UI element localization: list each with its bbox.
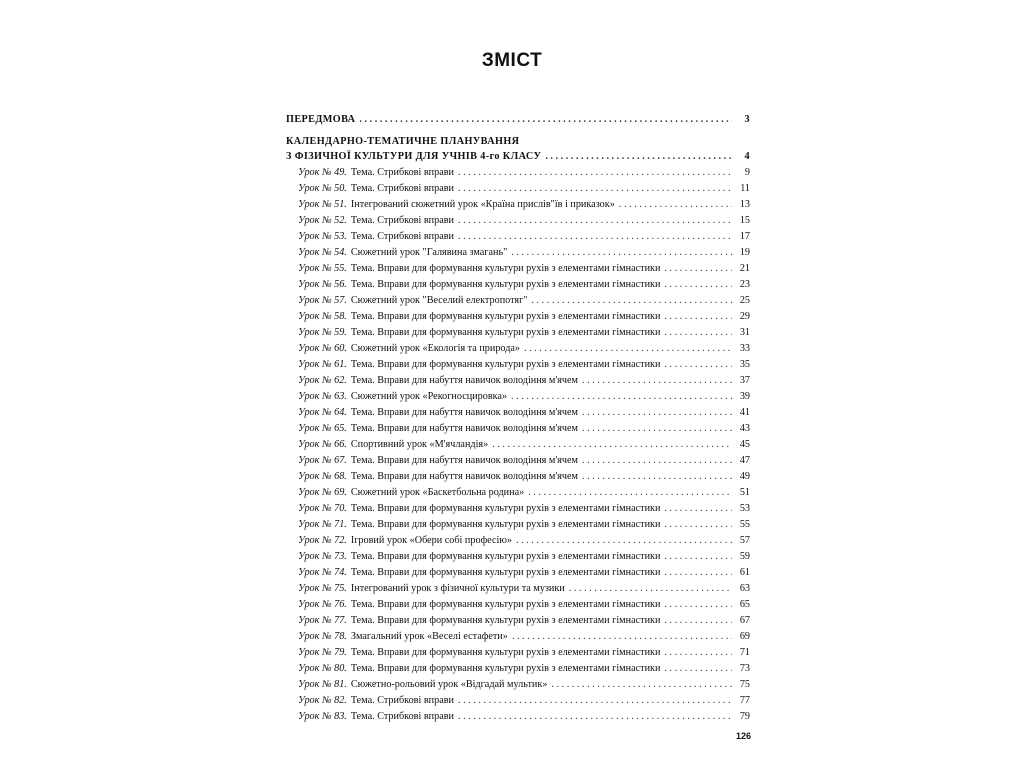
toc-page-ref: 77: [739, 695, 750, 706]
toc-page-ref: 75: [739, 679, 750, 690]
lesson-number: Урок № 79.: [298, 647, 347, 658]
lesson-number: Урок № 73.: [298, 551, 347, 562]
toc-lesson-entry: [286, 309, 750, 325]
dot-leader: [516, 533, 732, 549]
lesson-title: Сюжетний урок "Галявина змагань": [350, 247, 508, 258]
lesson-title: Інтегрований сюжетний урок «Країна прислів"їв і приказок»: [350, 199, 615, 210]
toc-page-ref: 59: [739, 551, 750, 562]
lesson-title: Тема. Стрибкові вправи: [350, 215, 455, 226]
lesson-title: Тема. Стрибкові вправи: [350, 711, 455, 722]
toc-page-ref: 63: [739, 583, 750, 594]
toc-lesson-entry: [286, 213, 750, 229]
toc-page-ref: 41: [739, 407, 750, 418]
toc-page-ref: 45: [739, 439, 750, 450]
dot-leader: [664, 549, 732, 565]
lesson-number: Урок № 56.: [298, 279, 347, 290]
dot-leader: [492, 437, 732, 453]
dot-leader: [458, 229, 732, 245]
toc-page-ref: 55: [739, 519, 750, 530]
dot-leader: [582, 469, 732, 485]
dot-leader: [359, 112, 732, 128]
lesson-title: Тема. Вправи для формування культури рухів з елементами гімнастики: [350, 519, 661, 530]
lesson-title: Тема. Вправи для формування культури рухів з елементами гімнастики: [350, 279, 661, 290]
lesson-title: Сюжетний урок "Веселий електропотяг": [350, 295, 528, 306]
toc-page-ref: 51: [739, 487, 750, 498]
toc-page-ref: 79: [739, 711, 750, 722]
toc-page-ref: 13: [739, 199, 750, 210]
lesson-title: Тема. Вправи для формування культури рухів з елементами гімнастики: [350, 311, 661, 322]
toc-page-ref: 37: [739, 375, 750, 386]
lesson-number: Урок № 82.: [298, 695, 347, 706]
dot-leader: [524, 341, 732, 357]
lesson-number: Урок № 51.: [298, 199, 347, 210]
dot-leader: [664, 613, 732, 629]
lesson-number: Урок № 60.: [298, 343, 347, 354]
dot-leader: [664, 309, 732, 325]
toc-page-ref: 29: [739, 311, 750, 322]
toc-entry-intro: [286, 112, 750, 128]
lesson-title: Тема. Вправи для формування культури рухів з елементами гімнастики: [350, 647, 661, 658]
toc-page-ref: 73: [739, 663, 750, 674]
lesson-number: Урок № 83.: [298, 711, 347, 722]
dot-leader: [582, 421, 732, 437]
toc-lesson-entry: [286, 677, 750, 693]
lesson-title: Тема. Стрибкові вправи: [350, 183, 455, 194]
toc-lesson-entry: [286, 181, 750, 197]
dot-leader: [582, 373, 732, 389]
toc-page-ref: 65: [739, 599, 750, 610]
toc-lesson-entry: [286, 485, 750, 501]
lesson-number: Урок № 77.: [298, 615, 347, 626]
toc-lesson-entry: [286, 709, 750, 725]
toc-lesson-entry: [286, 245, 750, 261]
lesson-number: Урок № 69.: [298, 487, 347, 498]
dot-leader: [569, 581, 732, 597]
lesson-number: Урок № 65.: [298, 423, 347, 434]
lesson-title: Ігровий урок «Обери собі професію»: [350, 535, 513, 546]
dot-leader: [458, 213, 732, 229]
lesson-number: Урок № 70.: [298, 503, 347, 514]
toc-page-ref: 61: [739, 567, 750, 578]
toc-lesson-entry: [286, 453, 750, 469]
lesson-title: Тема. Вправи для набуття навичок володіння м'ячем: [350, 407, 578, 418]
lesson-number: Урок № 55.: [298, 263, 347, 274]
dot-leader: [664, 565, 732, 581]
lesson-number: Урок № 68.: [298, 471, 347, 482]
dot-leader: [664, 325, 732, 341]
dot-leader: [511, 389, 732, 405]
dot-leader: [664, 597, 732, 613]
toc-lesson-entry: [286, 565, 750, 581]
dot-leader: [619, 197, 732, 213]
toc-page-ref: 57: [739, 535, 750, 546]
lesson-number: Урок № 75.: [298, 583, 347, 594]
lesson-title: Тема. Стрибкові вправи: [350, 695, 455, 706]
toc-page-ref: 47: [739, 455, 750, 466]
lesson-number: Урок № 81.: [298, 679, 347, 690]
toc-lesson-entry: [286, 389, 750, 405]
toc-entry-text: ПЕРЕДМОВА: [286, 114, 356, 125]
lesson-title: Тема. Вправи для формування культури рухів з елементами гімнастики: [350, 327, 661, 338]
dot-leader: [582, 405, 732, 421]
lesson-number: Урок № 67.: [298, 455, 347, 466]
toc-section-line-1: КАЛЕНДАРНО-ТЕМАТИЧНЕ ПЛАНУВАННЯ: [286, 136, 520, 147]
toc-lesson-entry: [286, 229, 750, 245]
lesson-number: Урок № 58.: [298, 311, 347, 322]
toc-page-ref: 15: [739, 215, 750, 226]
lesson-number: Урок № 52.: [298, 215, 347, 226]
toc-lesson-entry: [286, 325, 750, 341]
lesson-number: Урок № 74.: [298, 567, 347, 578]
toc-page-ref: 19: [739, 247, 750, 258]
table-of-contents: [286, 112, 750, 725]
lesson-title: Тема. Вправи для формування культури рухів з елементами гімнастики: [350, 567, 661, 578]
toc-page-ref: 39: [739, 391, 750, 402]
toc-page-ref: 21: [739, 263, 750, 274]
lesson-title: Сюжетний урок «Баскетбольна родина»: [350, 487, 525, 498]
toc-page-ref: 25: [739, 295, 750, 306]
toc-page-ref: 31: [739, 327, 750, 338]
lesson-number: Урок № 78.: [298, 631, 347, 642]
lesson-title: Тема. Вправи для формування культури рухів з елементами гімнастики: [350, 263, 661, 274]
dot-leader: [664, 661, 732, 677]
toc-lesson-entry: [286, 629, 750, 645]
toc-section-heading: [286, 134, 750, 149]
lesson-title: Тема. Вправи для формування культури рухів з елементами гімнастики: [350, 663, 661, 674]
page-number: 126: [736, 731, 752, 741]
dot-leader: [528, 485, 732, 501]
toc-lesson-entry: [286, 197, 750, 213]
toc-lesson-entry: [286, 261, 750, 277]
lesson-list: [286, 165, 750, 725]
lesson-title: Сюжетний урок «Рекогносцировка»: [350, 391, 508, 402]
toc-lesson-entry: [286, 661, 750, 677]
toc-lesson-entry: [286, 421, 750, 437]
toc-lesson-entry: [286, 293, 750, 309]
lesson-number: Урок № 57.: [298, 295, 347, 306]
lesson-number: Урок № 54.: [298, 247, 347, 258]
toc-page-ref: 67: [739, 615, 750, 626]
toc-page-ref: 49: [739, 471, 750, 482]
toc-page-ref: 23: [739, 279, 750, 290]
lesson-title: Тема. Вправи для формування культури рухів з елементами гімнастики: [350, 615, 661, 626]
dot-leader: [458, 693, 732, 709]
toc-lesson-entry: [286, 165, 750, 181]
lesson-number: Урок № 72.: [298, 535, 347, 546]
lesson-number: Урок № 71.: [298, 519, 347, 530]
lesson-title: Спортивний урок «М'ячландія»: [350, 439, 489, 450]
lesson-title: Змагальний урок «Веселі естафети»: [350, 631, 508, 642]
lesson-number: Урок № 62.: [298, 375, 347, 386]
lesson-number: Урок № 49.: [298, 167, 347, 178]
lesson-title: Тема. Вправи для формування культури рухів з елементами гімнастики: [350, 503, 661, 514]
dot-leader: [458, 709, 732, 725]
dot-leader: [531, 293, 732, 309]
lesson-number: Урок № 66.: [298, 439, 347, 450]
toc-lesson-entry: [286, 341, 750, 357]
dot-leader: [664, 517, 732, 533]
dot-leader: [664, 261, 732, 277]
dot-leader: [664, 277, 732, 293]
lesson-title: Тема. Вправи для набуття навичок володіння м'ячем: [350, 375, 578, 386]
lesson-title: Тема. Вправи для набуття навичок володіння м'ячем: [350, 423, 578, 434]
lesson-number: Урок № 53.: [298, 231, 347, 242]
dot-leader: [545, 149, 732, 165]
toc-lesson-entry: [286, 581, 750, 597]
toc-page-ref: 71: [739, 647, 750, 658]
toc-section-heading-line-2: [286, 149, 750, 165]
lesson-number: Урок № 80.: [298, 663, 347, 674]
lesson-number: Урок № 61.: [298, 359, 347, 370]
toc-lesson-entry: [286, 693, 750, 709]
toc-page-ref: 17: [739, 231, 750, 242]
dot-leader: [458, 181, 732, 197]
toc-page-ref: 43: [739, 423, 750, 434]
toc-lesson-entry: [286, 405, 750, 421]
toc-page-ref: 3: [744, 114, 750, 125]
toc-lesson-entry: [286, 501, 750, 517]
toc-lesson-entry: [286, 613, 750, 629]
toc-lesson-entry: [286, 549, 750, 565]
toc-lesson-entry: [286, 517, 750, 533]
toc-page-ref: 33: [739, 343, 750, 354]
toc-page-ref: 69: [739, 631, 750, 642]
toc-lesson-entry: [286, 373, 750, 389]
lesson-title: Тема. Вправи для формування культури рухів з елементами гімнастики: [350, 551, 661, 562]
lesson-title: Сюжетно-рольовий урок «Відгадай мультик»: [350, 679, 548, 690]
dot-leader: [551, 677, 732, 693]
page-title: ЗМІСТ: [481, 50, 543, 71]
dot-leader: [511, 245, 732, 261]
lesson-number: Урок № 63.: [298, 391, 347, 402]
lesson-number: Урок № 50.: [298, 183, 347, 194]
toc-lesson-entry: [286, 597, 750, 613]
lesson-title: Тема. Стрибкові вправи: [350, 231, 455, 242]
toc-page-ref: 35: [739, 359, 750, 370]
toc-page-ref: 4: [744, 151, 750, 162]
toc-page-ref: 53: [739, 503, 750, 514]
lesson-title: Сюжетний урок «Екологія та природа»: [350, 343, 521, 354]
toc-lesson-entry: [286, 437, 750, 453]
lesson-title: Інтегрований урок з фізичної культури та музики: [350, 583, 565, 594]
lesson-title: Тема. Вправи для набуття навичок володіння м'ячем: [350, 455, 578, 466]
lesson-title: Тема. Стрибкові вправи: [350, 167, 455, 178]
toc-section-line-2: З ФІЗИЧНОЇ КУЛЬТУРИ ДЛЯ УЧНІВ 4-го КЛАСУ: [286, 151, 542, 162]
dot-leader: [512, 629, 732, 645]
toc-lesson-entry: [286, 645, 750, 661]
lesson-title: Тема. Вправи для набуття навичок володіння м'ячем: [350, 471, 578, 482]
dot-leader: [664, 645, 732, 661]
dot-leader: [458, 165, 732, 181]
lesson-title: Тема. Вправи для формування культури рухів з елементами гімнастики: [350, 359, 661, 370]
dot-leader: [664, 357, 732, 373]
dot-leader: [582, 453, 732, 469]
lesson-number: Урок № 59.: [298, 327, 347, 338]
toc-lesson-entry: [286, 533, 750, 549]
toc-lesson-entry: [286, 277, 750, 293]
toc-lesson-entry: [286, 357, 750, 373]
dot-leader: [664, 501, 732, 517]
lesson-title: Тема. Вправи для формування культури рухів з елементами гімнастики: [350, 599, 661, 610]
toc-page-ref: 9: [744, 167, 750, 178]
lesson-number: Урок № 64.: [298, 407, 347, 418]
lesson-number: Урок № 76.: [298, 599, 347, 610]
toc-page-ref: 11: [740, 183, 750, 194]
toc-lesson-entry: [286, 469, 750, 485]
